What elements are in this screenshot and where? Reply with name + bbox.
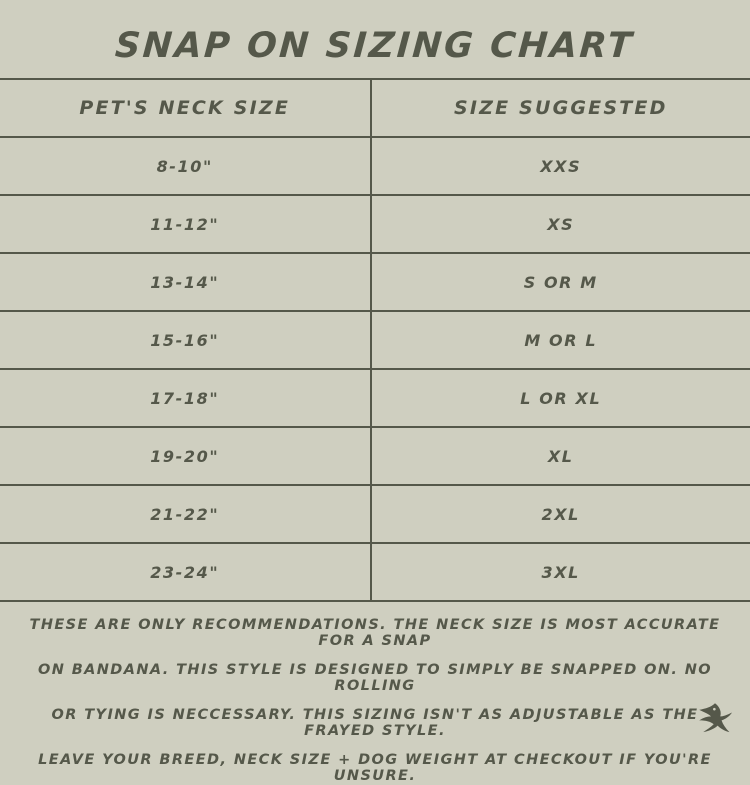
cell-size-suggested: XL — [371, 427, 750, 485]
disclaimer-note — [0, 602, 750, 785]
sizing-table — [0, 80, 750, 602]
cell-neck-size: 17-18" — [0, 369, 371, 427]
cell-size-suggested: 2XL — [371, 485, 750, 543]
cell-size-suggested: 3XL — [371, 543, 750, 601]
cell-size-suggested: M OR L — [371, 311, 750, 369]
cell-neck-size: 19-20" — [0, 427, 371, 485]
table-row — [0, 311, 750, 369]
table-row — [0, 253, 750, 311]
cell-neck-size: 8-10" — [0, 137, 371, 195]
eagle-logo-icon — [694, 698, 736, 740]
cell-neck-size: 21-22" — [0, 485, 371, 543]
table-row — [0, 137, 750, 195]
table-body — [0, 137, 750, 601]
note-line: OR TYING IS NECCESSARY. THIS SIZING ISN'T AS ADJUSTABLE AS THE FRAYED STYLE. — [22, 708, 728, 740]
note-line: ON BANDANA. THIS STYLE IS DESIGNED TO SIMPLY BE SNAPPED ON. NO ROLLING — [22, 663, 728, 695]
table-row — [0, 427, 750, 485]
cell-size-suggested: XS — [371, 195, 750, 253]
cell-size-suggested: S OR M — [371, 253, 750, 311]
table-row — [0, 543, 750, 601]
cell-neck-size: 11-12" — [0, 195, 371, 253]
cell-size-suggested: L OR XL — [371, 369, 750, 427]
note-line: LEAVE YOUR BREED, NECK SIZE + DOG WEIGHT AT CHECKOUT IF YOU'RE UNSURE. — [22, 753, 728, 785]
table-head — [0, 80, 750, 137]
cell-neck-size: 15-16" — [0, 311, 371, 369]
page-title: SNAP ON SIZING CHART — [0, 0, 750, 78]
column-header-size-suggested: SIZE SUGGESTED — [371, 80, 750, 137]
table-row — [0, 485, 750, 543]
table-row — [0, 195, 750, 253]
cell-size-suggested: XXS — [371, 137, 750, 195]
cell-neck-size: 13-14" — [0, 253, 371, 311]
column-header-neck-size: PET'S NECK SIZE — [0, 80, 371, 137]
table-row — [0, 369, 750, 427]
note-line: THESE ARE ONLY RECOMMENDATIONS. THE NECK SIZE IS MOST ACCURATE FOR A SNAP — [22, 618, 728, 650]
cell-neck-size: 23-24" — [0, 543, 371, 601]
table-header-row — [0, 80, 750, 137]
